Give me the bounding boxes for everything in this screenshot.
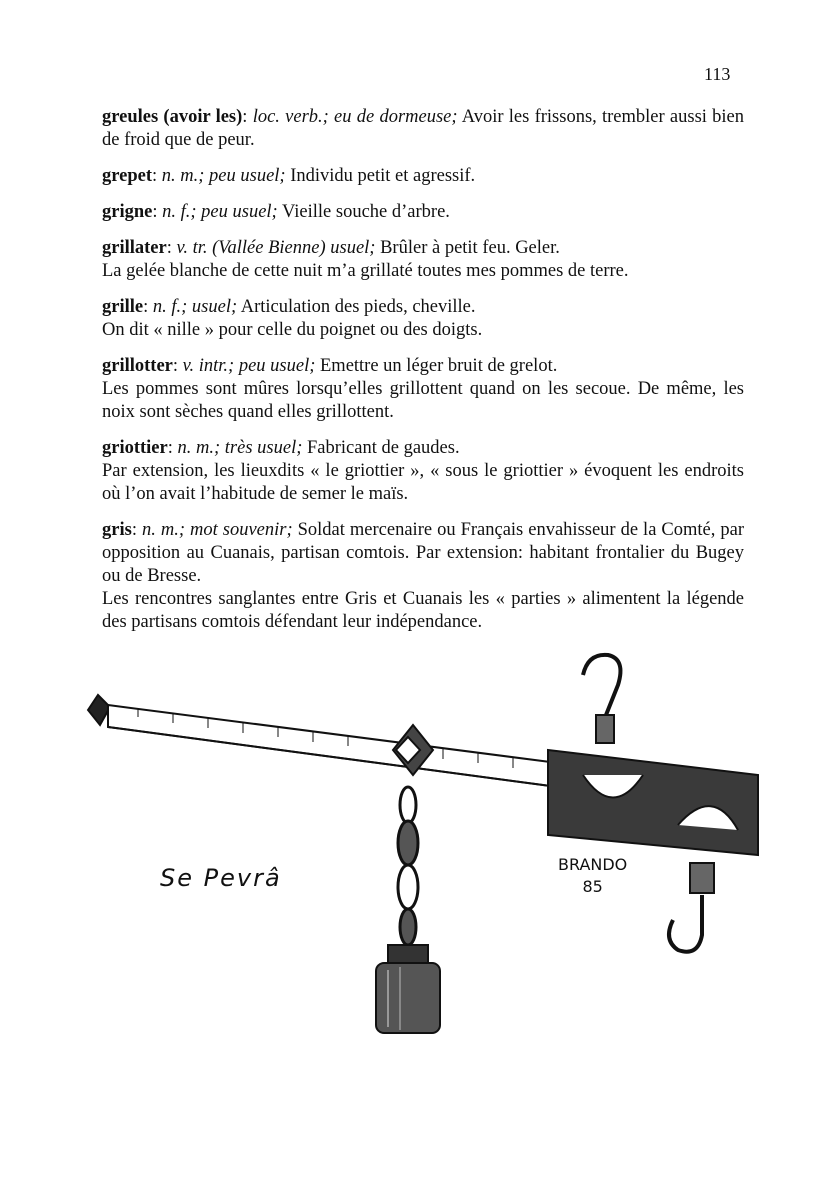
headword: grillater bbox=[102, 238, 167, 258]
definition: Fabricant de gaudes. bbox=[302, 438, 460, 458]
signature-name: BRANDO bbox=[558, 855, 628, 874]
definition: Individu petit et agressif. bbox=[285, 166, 476, 186]
entry-gris bbox=[102, 519, 744, 634]
headword: grille bbox=[102, 297, 144, 317]
headword: grillotter bbox=[102, 356, 173, 376]
entry-grillater bbox=[102, 237, 744, 283]
grammar-note: n. m.; mot souvenir; bbox=[141, 520, 293, 540]
example: On dit « nille » pour celle du poignet ou des doigts. bbox=[102, 320, 483, 340]
signature-year: 85 bbox=[582, 877, 603, 896]
definition: Emettre un léger bruit de grelot. bbox=[315, 356, 558, 376]
example: La gelée blanche de cette nuit m’a grillaté toutes mes pommes de terre. bbox=[102, 261, 629, 281]
headword: gris bbox=[102, 520, 132, 540]
separator: : bbox=[167, 438, 178, 458]
entry-grepet bbox=[102, 165, 744, 188]
headword: grigne bbox=[102, 202, 153, 222]
entry-grille bbox=[102, 296, 744, 342]
definition: Avoir les frissons, trembler aussi bien de froid que de peur. bbox=[102, 107, 744, 150]
illustration-caption: Se Pevrâ bbox=[160, 864, 282, 892]
headword: grepet bbox=[102, 166, 152, 186]
separator: : bbox=[152, 202, 163, 222]
separator: : bbox=[143, 297, 153, 317]
definition: Vieille souche d’arbre. bbox=[277, 202, 450, 222]
page-number: 113 bbox=[704, 64, 731, 84]
headword: greules (avoir les) bbox=[102, 107, 243, 127]
steelyard-beam bbox=[88, 695, 558, 787]
headword: griottier bbox=[102, 438, 168, 458]
entry-grillotter bbox=[102, 355, 744, 424]
example: Par extension, les lieuxdits « le griottier », « sous le griottier » évoquent les endroits où l’on avait l’habitude de semer le maïs. bbox=[102, 461, 744, 504]
example: Les rencontres sanglantes entre Gris et Cuanais les « parties » alimentent la légende des partisans comtois défendant leur indépendance. bbox=[102, 589, 744, 632]
separator: : bbox=[172, 356, 183, 376]
grammar-note: n. m.; peu usuel; bbox=[161, 166, 286, 186]
separator: : bbox=[242, 107, 253, 127]
entry-griottier bbox=[102, 437, 744, 506]
definition: Soldat mercenaire ou Français envahisseur de la Comté, par opposition au Cuanais, partisan comtois. Par extension: habitant frontalier du Bugey ou de Bresse. bbox=[102, 520, 744, 586]
grammar-note: n. m.; très usuel; bbox=[177, 438, 303, 458]
artist-signature bbox=[558, 854, 627, 898]
grammar-note: n. f.; peu usuel; bbox=[162, 202, 278, 222]
entry-greules bbox=[102, 106, 744, 152]
grammar-note: n. f.; usuel; bbox=[152, 297, 238, 317]
grammar-note: v. tr. (Vallée Bienne) usuel; bbox=[176, 238, 376, 258]
steelyard-scale-illustration bbox=[78, 645, 778, 1055]
lower-hook bbox=[669, 863, 714, 952]
entry-grigne bbox=[102, 201, 744, 224]
grammar-note: v. intr.; peu usuel; bbox=[182, 356, 316, 376]
dictionary-entries bbox=[102, 106, 744, 647]
upper-hook bbox=[583, 655, 620, 743]
weight-hook-chain bbox=[398, 787, 418, 945]
weighing-block bbox=[548, 750, 758, 855]
definition: Brûler à petit feu. Geler. bbox=[375, 238, 560, 258]
grammar-note: loc. verb.; eu de dormeuse; bbox=[252, 107, 458, 127]
separator: : bbox=[166, 238, 177, 258]
definition: Articulation des pieds, cheville. bbox=[237, 297, 476, 317]
example: Les pommes sont mûres lorsqu’elles grillottent quand on les secoue. De même, les noix sont sèches quand elles grillottent. bbox=[102, 379, 744, 422]
separator: : bbox=[152, 166, 162, 186]
separator: : bbox=[131, 520, 142, 540]
counterweight bbox=[376, 945, 440, 1033]
